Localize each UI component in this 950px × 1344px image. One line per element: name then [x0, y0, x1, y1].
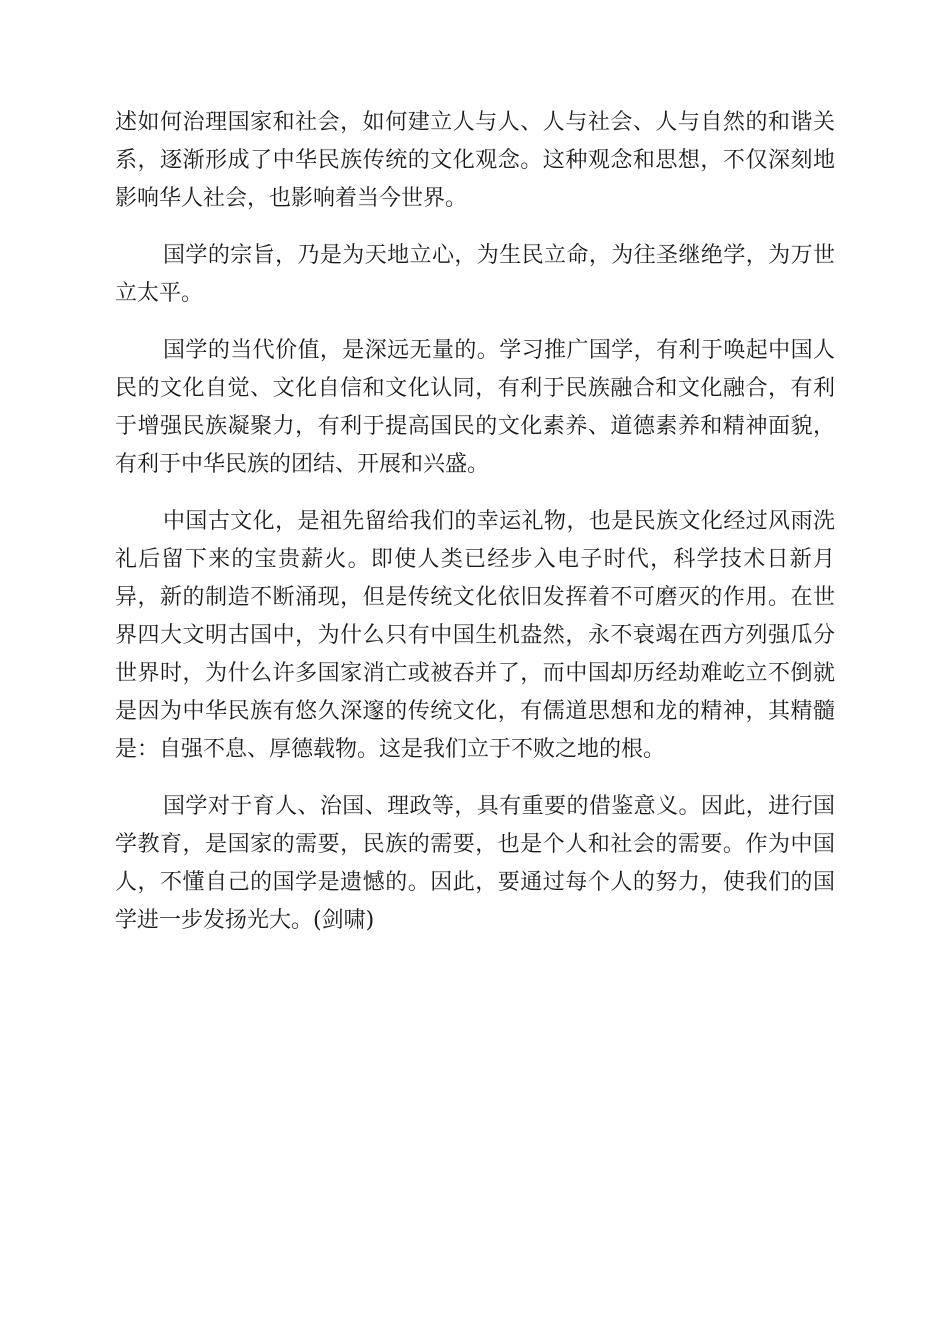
text-line: 礼后留下来的宝贵薪火。即使人类已经步入电子时代，科学技术日新月: [115, 547, 835, 572]
text-line: 学进一步发扬光大。(剑啸): [115, 908, 375, 933]
text-line: 述如何治理国家和社会，如何建立人与人、人与社会、人与自然的和谐关: [115, 110, 835, 135]
text-line: 人，不懂自己的国学是遗憾的。因此，要通过每个人的努力，使我们的国: [115, 870, 835, 895]
text-line: 影响华人社会，也影响着当今世界。: [115, 186, 468, 211]
text-line: 立太平。: [115, 281, 204, 306]
paragraph: [115, 332, 835, 484]
text-line: 学教育，是国家的需要，民族的需要，也是个人和社会的需要。作为中国: [115, 832, 835, 857]
text-line: 有利于中华民族的团结、开展和兴盛。: [115, 452, 490, 477]
paragraph: [115, 104, 835, 218]
text-line: 系，逐渐形成了中华民族传统的文化观念。这种观念和思想，不仅深刻地: [115, 148, 835, 173]
text-line: 国学的当代价值，是深远无量的。学习推广国学，有利于唤起中国人: [163, 338, 835, 363]
text-line: 民的文化自觉、文化自信和文化认同，有利于民族融合和文化融合，有利: [115, 376, 835, 401]
text-line: 世界时，为什么许多国家消亡或被吞并了，而中国却历经劫难屹立不倒就: [115, 661, 835, 686]
text-line: 于增强民族凝聚力，有利于提高国民的文化素养、道德素养和精神面貌，: [115, 414, 835, 439]
paragraph: [115, 788, 835, 940]
text-line: 是：自强不息、厚德载物。这是我们立于不败之地的根。: [115, 737, 666, 762]
paragraph: [115, 237, 835, 313]
text-line: 异，新的制造不断涌现，但是传统文化依旧发挥着不可磨灭的作用。在世: [115, 585, 835, 610]
text-line: 国学对于育人、治国、理政等，具有重要的借鉴意义。因此，进行国: [163, 794, 835, 819]
text-line: 国学的宗旨，乃是为天地立心，为生民立命，为往圣继绝学，为万世: [163, 243, 835, 268]
text-line: 是因为中华民族有悠久深邃的传统文化，有儒道思想和龙的精神，其精髓: [115, 699, 835, 724]
paragraph: [115, 503, 835, 769]
text-line: 界四大文明古国中，为什么只有中国生机盎然，永不衰竭在西方列强瓜分: [115, 623, 835, 648]
document-body: [115, 104, 835, 959]
text-line: 中国古文化，是祖先留给我们的幸运礼物，也是民族文化经过风雨洗: [163, 509, 835, 534]
